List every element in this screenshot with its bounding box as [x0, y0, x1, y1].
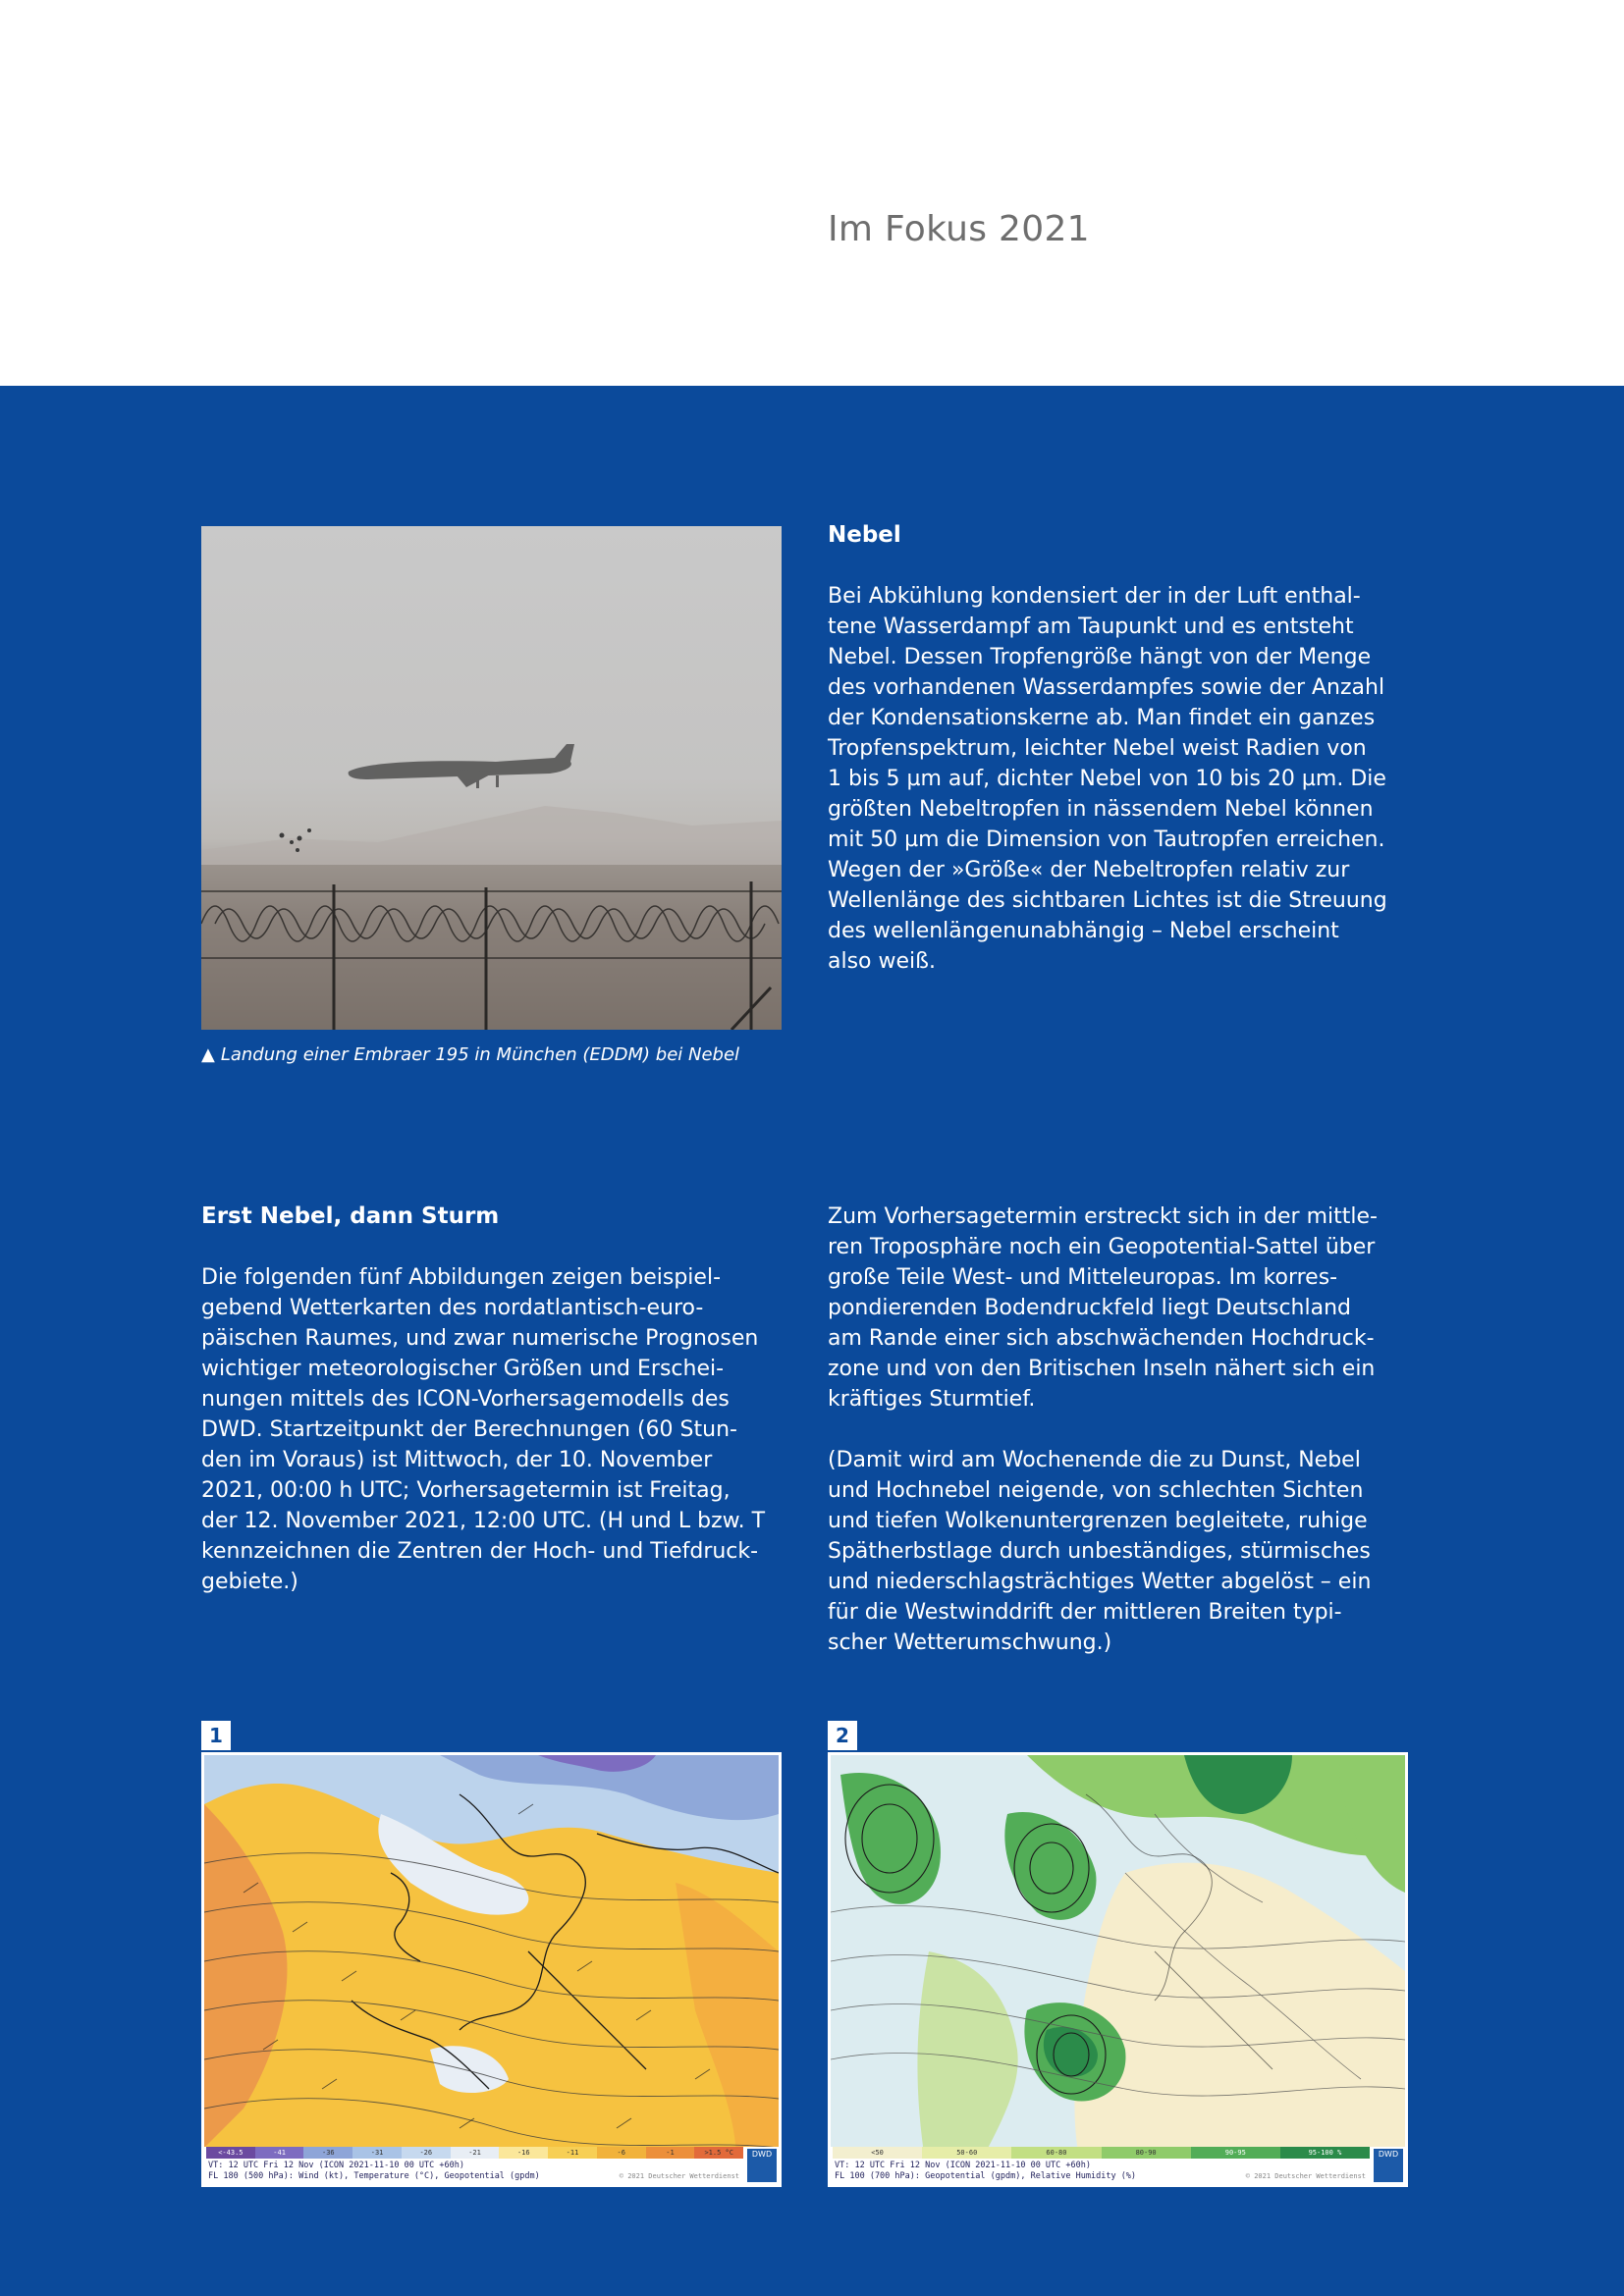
sturm-heading: Erst Nebel, dann Sturm	[201, 1203, 500, 1229]
map-footer	[831, 2147, 1405, 2184]
legend-swatch: >1.5 °C	[694, 2147, 743, 2159]
text-line: kräftiges Sturmtief.	[828, 1387, 1036, 1412]
legend-swatch: -26	[402, 2147, 451, 2159]
text-line: am Rande einer sich abschwächenden Hochdruck-	[828, 1326, 1375, 1351]
legend-swatch: 50-60	[922, 2147, 1011, 2159]
text-line: den im Voraus) ist Mittwoch, der 10. November	[201, 1448, 713, 1472]
text-line: (Damit wird am Wochenende die zu Dunst, Nebel	[828, 1448, 1361, 1472]
text-line: tene Wasserdampf am Taupunkt und es entsteht	[828, 614, 1354, 639]
text-line: der 12. November 2021, 12:00 UTC. (H und L bzw. T	[201, 1509, 766, 1533]
text-line: nungen mittels des ICON-Vorhersagemodells des	[201, 1387, 730, 1412]
airplane-fog-image	[201, 526, 782, 1030]
text-line: Wegen der »Größe« der Nebeltropfen relativ zur	[828, 858, 1350, 882]
figure-number-1: 1	[201, 1721, 231, 1750]
map-valid-time: VT: 12 UTC Fri 12 Nov (ICON 2021-11-10 00 UTC +60h)	[835, 2161, 1091, 2170]
text-line: also weiß.	[828, 949, 936, 974]
weather-map-700hpa	[828, 1752, 1408, 2187]
text-line: große Teile West- und Mitteleuropas. Im korres-	[828, 1265, 1338, 1290]
triangle-up-icon: ▲	[201, 1044, 215, 1065]
legend-swatch: <-43.5	[206, 2147, 255, 2159]
text-line: gebend Wetterkarten des nordatlantisch-euro-	[201, 1296, 704, 1320]
humidity-map-image	[831, 1755, 1405, 2184]
weather-map-500hpa	[201, 1752, 782, 2187]
text-line: Die folgenden fünf Abbildungen zeigen beispiel-	[201, 1265, 722, 1290]
text-line: Nebel. Dessen Tropfengröße hängt von der Menge	[828, 645, 1372, 669]
text-line: wichtiger meteorologischer Größen und Erschei-	[201, 1357, 725, 1381]
legend-swatch: -31	[352, 2147, 402, 2159]
text-line: zone und von den Britischen Inseln nähert sich ein	[828, 1357, 1376, 1381]
text-line: pondierenden Bodendruckfeld liegt Deutschland	[828, 1296, 1351, 1320]
page-header	[0, 0, 1624, 386]
map-valid-time: VT: 12 UTC Fri 12 Nov (ICON 2021-11-10 00 UTC +60h)	[208, 2161, 464, 2170]
text-line: der Kondensationskerne ab. Man findet ein ganzes	[828, 706, 1376, 730]
legend-swatch: 90-95	[1191, 2147, 1280, 2159]
text-line: gebiete.)	[201, 1570, 298, 1594]
legend-swatch: -21	[451, 2147, 500, 2159]
text-line: kennzeichnen die Zentren der Hoch- und Tiefdruck-	[201, 1539, 759, 1564]
map-legend	[833, 2147, 1370, 2159]
map-footer	[204, 2147, 779, 2184]
text-line: und niederschlagsträchtiges Wetter abgelöst – ein	[828, 1570, 1372, 1594]
text-line: für die Westwinddrift der mittleren Breiten typi-	[828, 1600, 1342, 1625]
text-line: scher Wetterumschwung.)	[828, 1630, 1112, 1655]
fog-landing-photo	[201, 526, 782, 1030]
legend-swatch: -36	[303, 2147, 352, 2159]
text-line: Spätherbstlage durch unbeständiges, stürmisches	[828, 1539, 1371, 1564]
photo-caption	[201, 1044, 830, 1065]
legend-swatch: -1	[646, 2147, 695, 2159]
text-line: mit 50 µm die Dimension von Tautropfen erreichen.	[828, 828, 1385, 852]
nebel-paragraph	[828, 581, 1387, 977]
text-line: des vorhandenen Wasserdampfes sowie der Anzahl	[828, 675, 1385, 700]
sturm-paragraph	[201, 1262, 765, 1597]
photo-caption-text: Landung einer Embraer 195 in München (EDDM) bei Nebel	[220, 1044, 740, 1065]
legend-swatch: 80-90	[1102, 2147, 1191, 2159]
legend-swatch: 95-100 %	[1280, 2147, 1370, 2159]
page-title: Im Fokus 2021	[828, 209, 1090, 249]
map-description: FL 100 (700 hPa): Geopotential (gpdm), Relative Humidity (%)	[835, 2171, 1137, 2181]
paragraph-spacer	[828, 1415, 1378, 1445]
text-line: ren Troposphäre noch ein Geopotential-Sattel über	[828, 1235, 1376, 1259]
forecast-paragraph	[828, 1201, 1378, 1658]
text-line: Bei Abkühlung kondensiert der in der Luft enthal-	[828, 584, 1361, 609]
text-line: Zum Vorhersagetermin erstreckt sich in der mittle-	[828, 1204, 1378, 1229]
map-copyright: © 2021 Deutscher Wetterdienst	[1245, 2172, 1366, 2180]
text-line: und Hochnebel neigende, von schlechten Sichten	[828, 1478, 1364, 1503]
legend-swatch: -6	[597, 2147, 646, 2159]
text-line: Wellenlänge des sichtbaren Lichtes ist die Streuung	[828, 888, 1387, 913]
legend-swatch: -16	[499, 2147, 548, 2159]
text-line: des wellenlängenunabhängig – Nebel erscheint	[828, 919, 1339, 943]
dwd-logo-icon: DWD	[1374, 2149, 1403, 2182]
text-line: 2021, 00:00 h UTC; Vorhersagetermin ist Freitag,	[201, 1478, 731, 1503]
dwd-logo-icon: DWD	[747, 2149, 777, 2182]
legend-swatch: -41	[255, 2147, 304, 2159]
text-line: größten Nebeltropfen in nässendem Nebel können	[828, 797, 1374, 822]
text-line: päischen Raumes, und zwar numerische Prognosen	[201, 1326, 759, 1351]
text-line: 1 bis 5 µm auf, dichter Nebel von 10 bis 20 µm. Die	[828, 767, 1386, 791]
figure-number-2: 2	[828, 1721, 857, 1750]
text-line: und tiefen Wolkenuntergrenzen begleitete, ruhige	[828, 1509, 1368, 1533]
map-copyright: © 2021 Deutscher Wetterdienst	[619, 2172, 739, 2180]
map-legend	[206, 2147, 743, 2159]
map-description: FL 180 (500 hPa): Wind (kt), Temperature (°C), Geopotential (gpdm)	[208, 2171, 540, 2181]
text-line: DWD. Startzeitpunkt der Berechnungen (60 Stun-	[201, 1417, 737, 1442]
nebel-heading: Nebel	[828, 522, 901, 548]
temperature-map-image	[204, 1755, 779, 2184]
legend-swatch: -11	[548, 2147, 597, 2159]
text-line: Tropfenspektrum, leichter Nebel weist Radien von	[828, 736, 1367, 761]
legend-swatch: 60-80	[1011, 2147, 1101, 2159]
legend-swatch: <50	[833, 2147, 922, 2159]
